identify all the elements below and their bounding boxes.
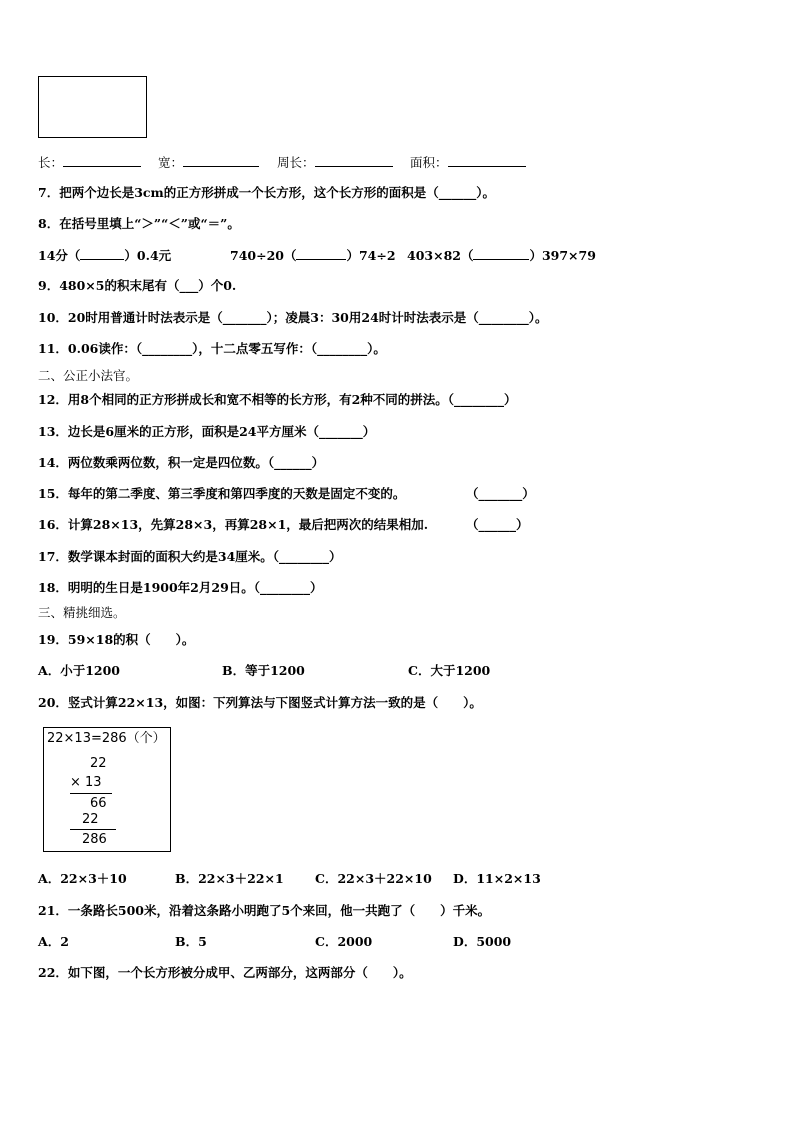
q19-option-c[interactable]: C．大于1200 <box>408 663 491 678</box>
length-label: 长： <box>38 155 64 170</box>
calc-partial-1: 66 <box>90 796 107 811</box>
q8-c-blank[interactable] <box>473 247 529 260</box>
area-field <box>410 154 526 171</box>
question-12: 12．用8个相同的正方形拼成长和宽不相等的长方形，有2种不同的拼法。（________） <box>38 392 517 407</box>
q21-option-a[interactable]: A．2 <box>38 934 69 949</box>
question-9: 9．480×5的积末尾有（___）个0. <box>38 278 237 293</box>
q20-option-b[interactable]: B．22×3＋22×1 <box>175 871 284 886</box>
question-8-item-c <box>407 247 596 264</box>
q21-option-c[interactable]: C．2000 <box>315 934 373 949</box>
q21-option-d[interactable]: D．5000 <box>453 934 512 949</box>
question-15: 15．每年的第二季度、第三季度和第四季度的天数是固定不变的。 <box>38 486 406 501</box>
question-7: 7．把两个边长是3cm的正方形拼成一个长方形，这个长方形的面积是（______）。 <box>38 185 495 200</box>
q8-a-left: 14分（ <box>38 248 81 263</box>
area-label: 面积： <box>410 155 448 170</box>
question-19: 19．59×18的积（ ）。 <box>38 632 195 647</box>
q8-c-right: ）397×79 <box>529 248 596 263</box>
area-blank[interactable] <box>448 154 526 167</box>
question-8-item-b <box>230 247 396 264</box>
length-field <box>38 154 141 171</box>
rectangle-figure <box>38 76 147 138</box>
q8-c-left: 403×82（ <box>407 248 474 263</box>
question-21: 21．一条路长500米，沿着这条路小明跑了5个来回，他一共跑了（ ）千米。 <box>38 903 491 918</box>
vertical-calculation-figure <box>43 727 171 852</box>
perimeter-label: 周长： <box>277 155 315 170</box>
calc-multiplier: × 13 <box>70 775 102 790</box>
q8-b-right: ）74÷2 <box>346 248 396 263</box>
q8-b-blank[interactable] <box>296 247 346 260</box>
q19-option-a[interactable]: A．小于1200 <box>38 663 120 678</box>
q8-b-left: 740÷20（ <box>230 248 297 263</box>
q19-option-b[interactable]: B．等于1200 <box>222 663 305 678</box>
section-3-title: 三、精挑细选。 <box>38 605 126 620</box>
section-2-title: 二、公正小法官。 <box>38 368 139 383</box>
width-field <box>158 154 259 171</box>
question-20: 20．竖式计算22×13，如图：下列算法与下图竖式计算方法一致的是（ ）。 <box>38 695 482 710</box>
q21-option-b[interactable]: B．5 <box>175 934 207 949</box>
calc-line-1 <box>70 793 112 794</box>
perimeter-field <box>277 154 393 171</box>
perimeter-blank[interactable] <box>315 154 393 167</box>
length-blank[interactable] <box>63 154 141 167</box>
q8-a-right: ）0.4元 <box>124 248 172 263</box>
calc-multiplicand: 22 <box>90 756 107 771</box>
q20-option-a[interactable]: A．22×3＋10 <box>38 871 127 886</box>
calc-line-2 <box>70 829 116 830</box>
width-blank[interactable] <box>183 154 259 167</box>
calc-header: 22×13=286（个） <box>47 731 166 746</box>
question-22: 22．如下图，一个长方形被分成甲、乙两部分，这两部分（ ）。 <box>38 965 412 980</box>
question-10: 10．20时用普通计时法表示是（_______）；凌晨3：30用24时计时法表示是（________）。 <box>38 310 548 325</box>
question-14: 14．两位数乘两位数，积一定是四位数。（______） <box>38 455 325 470</box>
question-11: 11．0.06读作：（________），十二点零五写作：（________）。 <box>38 341 386 356</box>
question-16-mark: （______） <box>466 517 529 532</box>
question-13: 13．边长是6厘米的正方形，面积是24平方厘米（_______） <box>38 424 376 439</box>
question-17: 17．数学课本封面的面积大约是34厘米。（________） <box>38 549 342 564</box>
question-15-mark: （_______） <box>466 486 535 501</box>
question-8: 8．在括号里填上“＞”“＜”或“＝”。 <box>38 216 240 231</box>
question-18: 18．明明的生日是1900年2月29日。（________） <box>38 580 323 595</box>
question-8-item-a <box>38 247 171 264</box>
question-16: 16．计算28×13，先算28×3，再算28×1，最后把两次的结果相加. <box>38 517 429 532</box>
calc-partial-2: 22 <box>82 812 99 827</box>
calc-result: 286 <box>82 832 107 847</box>
q20-option-c[interactable]: C．22×3＋22×10 <box>315 871 432 886</box>
width-label: 宽： <box>158 155 184 170</box>
q8-a-blank[interactable] <box>80 247 124 260</box>
q20-option-d[interactable]: D．11×2×13 <box>453 871 541 886</box>
